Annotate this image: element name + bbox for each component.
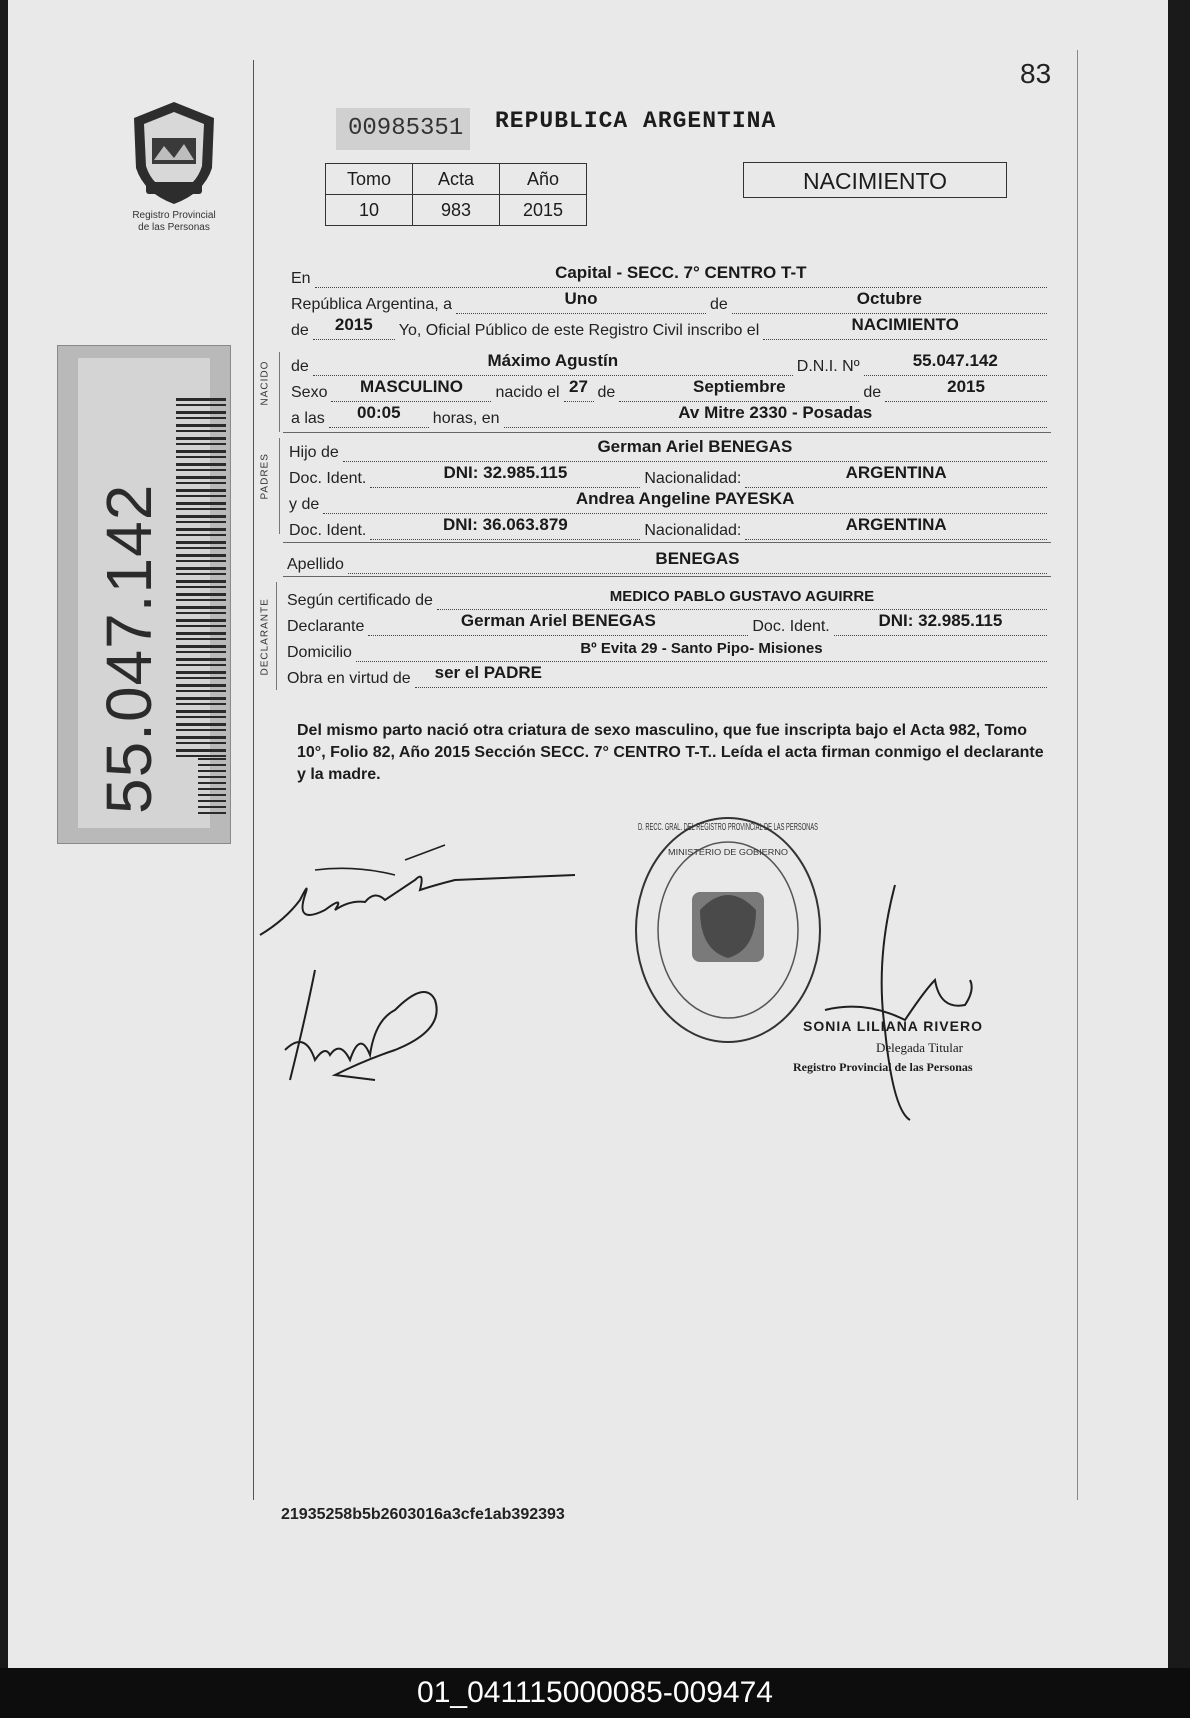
birth-time-line — [329, 403, 429, 428]
left-margin-line — [253, 60, 254, 1500]
official-name: SONIA LILIANA RIVERO — [803, 1018, 983, 1034]
stamp-inner-text: MINISTERIO DE GOBIERNO — [668, 848, 788, 857]
de-label-5: de — [863, 384, 882, 401]
domicilio-label: Domicilio — [287, 644, 352, 661]
birth-year-value: 2015 — [947, 377, 985, 396]
inscribe-text: Yo, Oficial Público de este Registro Civil inscribo el — [398, 322, 760, 339]
birth-month-line — [619, 377, 859, 402]
horas-label: horas, en — [432, 410, 500, 427]
yde-label: y de — [289, 496, 320, 513]
padres-bracket — [279, 438, 280, 534]
row-sex — [291, 378, 1051, 402]
row-address — [287, 638, 1051, 662]
row-en — [291, 264, 1051, 288]
obra-label: Obra en virtud de — [287, 670, 411, 687]
mother-doc-value: DNI: 36.063.879 — [443, 515, 568, 534]
row-father — [289, 438, 1051, 462]
en-label: En — [291, 270, 311, 287]
birth-year-line — [885, 377, 1047, 402]
declarante-bracket — [276, 582, 277, 690]
row-inscribe — [291, 316, 1051, 340]
month-value: Octubre — [856, 289, 922, 308]
row-certificate — [287, 586, 1051, 610]
hijo-label: Hijo de — [289, 444, 339, 461]
certificate-line — [437, 588, 1047, 610]
sexo-label: Sexo — [291, 384, 328, 401]
serial-number: 00985351 — [336, 108, 470, 150]
mother-line — [323, 489, 1047, 514]
father-doc-line — [370, 463, 640, 488]
country-heading: REPUBLICA ARGENTINA — [495, 108, 777, 134]
declarant-signature — [255, 840, 575, 950]
divider-1 — [283, 432, 1051, 433]
mother-signature — [275, 960, 465, 1100]
place-line — [315, 263, 1047, 288]
registry-name-line2: de las Personas — [138, 222, 210, 233]
month-line — [732, 289, 1047, 314]
day-value: Uno — [564, 289, 598, 308]
doc-label-1: Doc. Ident. — [289, 470, 367, 487]
capacity-line — [415, 663, 1047, 688]
row-time-place — [291, 404, 1051, 428]
verification-hash: 21935258b5b2603016a3cfe1ab392393 — [281, 1506, 565, 1523]
notes-paragraph: Del mismo parto nació otra criatura de sexo masculino, que fue inscripta bajo el Acta 982, Tomo 10°, Folio 82, Año 2015 Sección SECC. 7° CENTRO T-T.. Leída el acta firman conmigo el declarante y la madre. — [297, 722, 1044, 783]
declarant-doc-line — [834, 611, 1047, 636]
birth-month-value: Septiembre — [693, 377, 786, 396]
father-doc-value: DNI: 32.985.115 — [443, 463, 568, 482]
row-declarant — [287, 612, 1051, 636]
scan-footer-id: 01_041115000085-009474 — [0, 1668, 1190, 1718]
declarant-doc-value: DNI: 32.985.115 — [878, 611, 1003, 630]
doc-label-3: Doc. Ident. — [752, 618, 830, 635]
sexo-line — [331, 377, 491, 402]
year-line — [313, 315, 395, 340]
place-value: Capital - SECC. 7° CENTRO T-T — [555, 263, 807, 282]
header-tomo: Tomo — [326, 164, 413, 195]
official-title: Delegada Titular — [876, 1040, 964, 1055]
de-label-4: de — [597, 384, 616, 401]
act-type-line — [763, 315, 1047, 340]
certificate-value: MEDICO PABLO GUSTAVO AGUIRRE — [609, 588, 875, 605]
dni-label: D.N.I. Nº — [796, 358, 860, 375]
de-label-3: de — [291, 358, 309, 375]
divider-2 — [283, 542, 1051, 543]
de-label-2: de — [291, 322, 309, 339]
mother-value: Andrea Angeline PAYESKA — [575, 489, 795, 508]
declarant-value: German Ariel BENEGAS — [460, 611, 656, 630]
official-org: Registro Provincial de las Personas — [793, 1060, 973, 1074]
cert-label: Según certificado de — [287, 592, 433, 609]
birth-place-line — [504, 403, 1047, 428]
sexo-value: MASCULINO — [359, 377, 463, 396]
surname-value: BENEGAS — [655, 549, 740, 568]
birth-time-value: 00:05 — [357, 403, 401, 422]
page-number: 83 — [1020, 58, 1052, 89]
row-name — [291, 352, 1051, 376]
province-seal-logo — [124, 98, 224, 208]
mother-nat-line — [745, 515, 1047, 540]
registry-table-values — [326, 195, 587, 226]
nacido-bracket — [279, 352, 280, 432]
father-nat-value: ARGENTINA — [845, 463, 947, 482]
father-value: German Ariel BENEGAS — [597, 437, 793, 456]
nac-label-2: Nacionalidad: — [644, 522, 742, 539]
address-line — [356, 640, 1047, 662]
birth-place-value: Av Mitre 2330 - Posadas — [678, 403, 873, 422]
address-value: Bº Evita 29 - Santo Pipo- Misiones — [580, 640, 823, 657]
declarante-label: Declarante — [287, 618, 365, 635]
act-type-value: NACIMIENTO — [851, 315, 959, 334]
father-nat-line — [745, 463, 1047, 488]
name-line — [313, 351, 793, 376]
nac-label-1: Nacionalidad: — [644, 470, 742, 487]
nacido-label: nacido el — [495, 384, 560, 401]
barcode — [176, 398, 226, 758]
official-signature — [815, 880, 985, 1130]
republica-label: República Argentina, a — [291, 296, 452, 313]
mother-doc-line — [370, 515, 640, 540]
official-stamp — [630, 810, 826, 1050]
doc-label-2: Doc. Ident. — [289, 522, 367, 539]
dni-label-strip — [57, 345, 231, 844]
barcode-tail — [198, 758, 226, 818]
section-label-padres: PADRES — [259, 453, 271, 500]
divider-3 — [283, 576, 1051, 577]
birth-day-value: 27 — [569, 377, 588, 396]
strip-dni-number: 55.047.142 — [93, 483, 165, 814]
header-anio: Año — [500, 164, 587, 195]
register-type-box: NACIMIENTO — [743, 162, 1007, 198]
registry-name — [100, 210, 248, 234]
registry-table — [325, 163, 587, 226]
mother-nat-value: ARGENTINA — [845, 515, 947, 534]
row-capacity — [287, 664, 1051, 688]
dni-value: 55.047.142 — [912, 351, 998, 370]
registry-table-header — [326, 164, 587, 195]
alas-label: a las — [291, 410, 325, 427]
right-margin-line — [1077, 50, 1078, 1500]
father-line — [343, 437, 1047, 462]
value-anio: 2015 — [500, 195, 587, 226]
registry-name-line1: Registro Provincial — [132, 210, 216, 221]
name-value: Máximo Agustín — [487, 351, 619, 370]
row-mother — [289, 490, 1051, 514]
value-acta: 983 — [413, 195, 500, 226]
row-father-doc — [289, 464, 1051, 488]
section-label-declarante: DECLARANTE — [259, 598, 271, 676]
dni-line — [864, 351, 1047, 376]
stamp-outer-text: D. RECC. GRAL. DEL REGISTRO PROVINCIAL DE LAS PERSONAS — [638, 822, 819, 833]
row-mother-doc — [289, 516, 1051, 540]
capacity-value: ser el PADRE — [434, 663, 543, 682]
header-acta: Acta — [413, 164, 500, 195]
year-value: 2015 — [334, 315, 373, 334]
section-label-nacido: NACIDO — [259, 360, 271, 406]
apellido-label: Apellido — [287, 556, 344, 573]
declarant-line — [368, 611, 748, 636]
day-line — [456, 289, 706, 314]
row-surname — [287, 550, 1051, 574]
value-tomo: 10 — [326, 195, 413, 226]
surname-line — [348, 549, 1047, 574]
row-republica — [291, 290, 1051, 314]
birth-day-line — [564, 377, 594, 402]
de-label-1: de — [710, 296, 728, 313]
